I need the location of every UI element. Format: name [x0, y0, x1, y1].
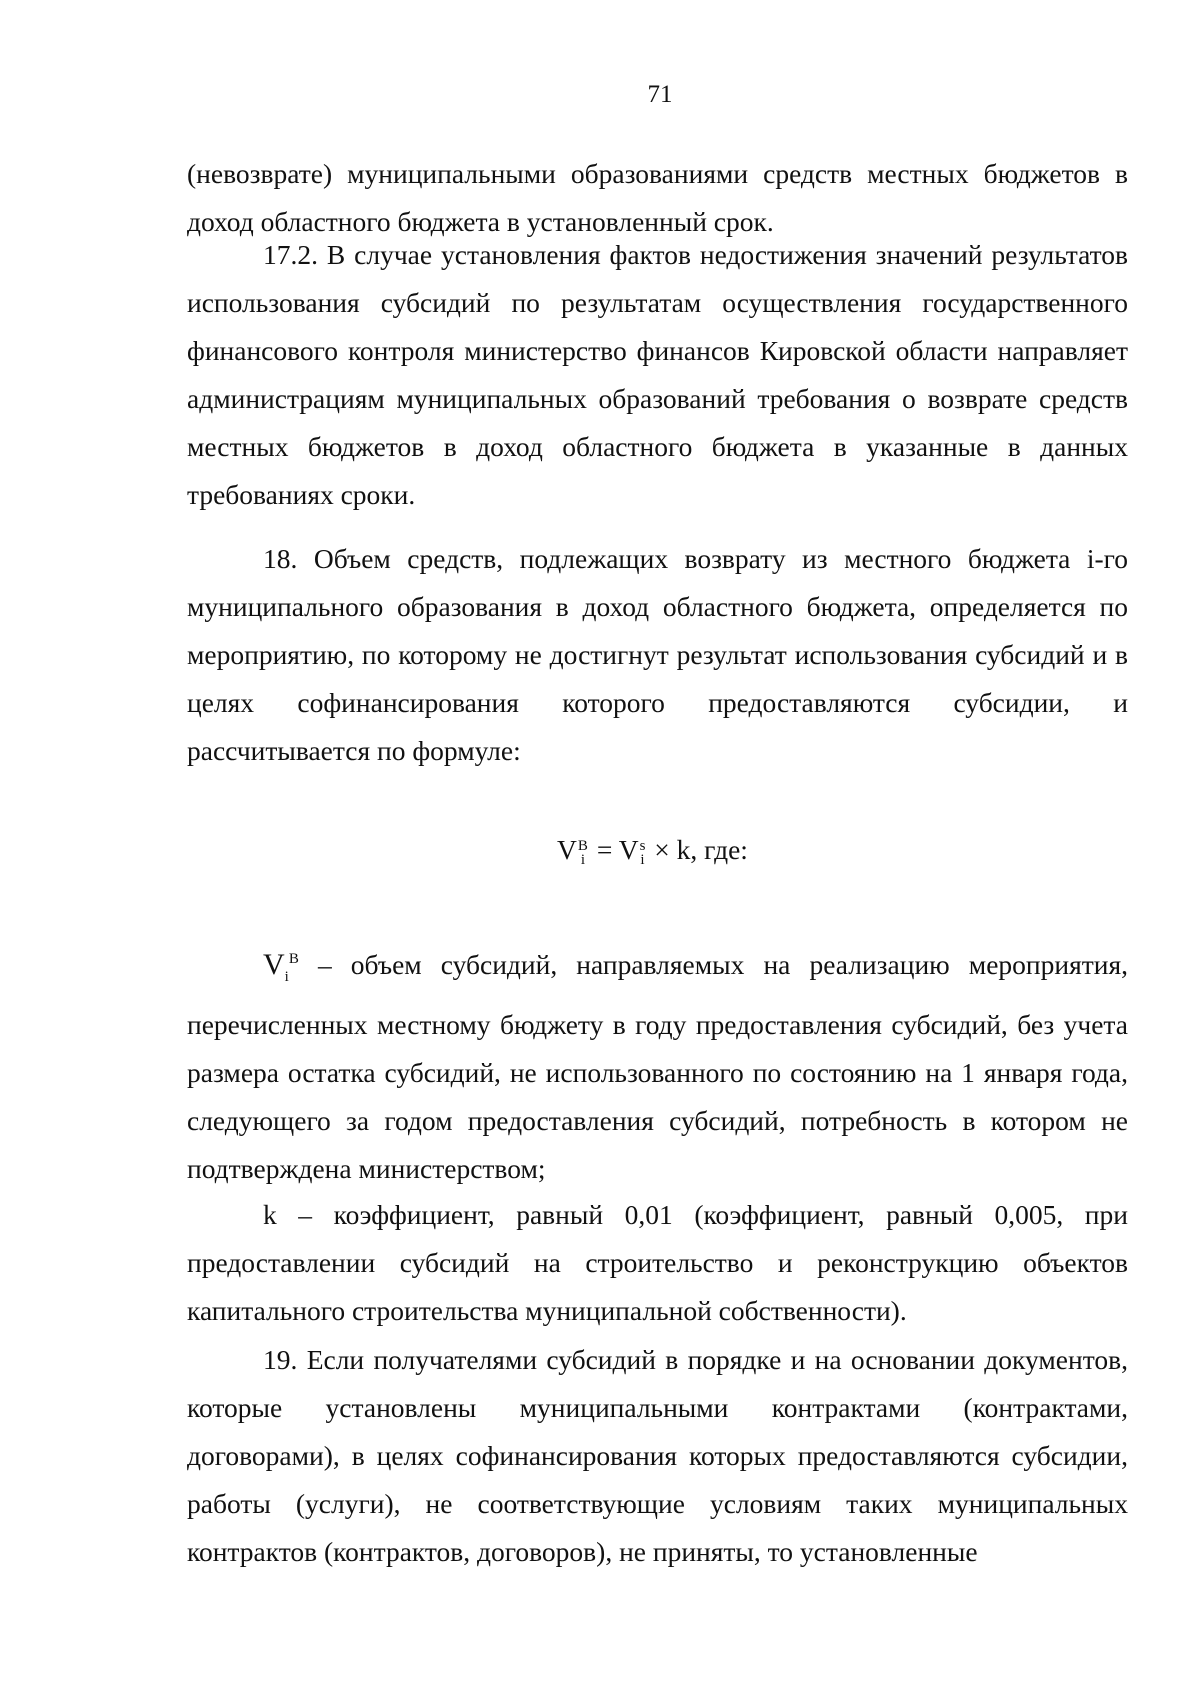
- formula: [0, 830, 1200, 870]
- formula-rhs-sub: i: [640, 851, 645, 868]
- formula-times: × k, где:: [647, 834, 748, 865]
- definition-vib-symbol: [263, 935, 299, 1001]
- formula-rhs-indices: [640, 839, 646, 867]
- paragraph-17-2: 17.2. В случае установления фактов недостижения значений результатов использования субсидий по результатам осуществления государственного финансового контроля министерство финансов Кировской области направляет администрациям муниципальных образований требования о возврате средств местных бюджетов в доход областного бюджета в указанные в данных требованиях сроки.: [187, 239, 1128, 510]
- page-number: 71: [647, 81, 673, 108]
- vib-sup: B: [288, 951, 299, 967]
- definition-k-text: – коэффициент, равный 0,01 (коэффициент, равный 0,005, при предоставлении субсидий на строительство и реконструкцию объектов капитального строительства муниципальной собственности).: [187, 1199, 1128, 1326]
- formula-rhs-base: V: [618, 834, 639, 865]
- formula-rhs-sup: s: [639, 837, 646, 854]
- definition-vib: [187, 935, 1128, 1193]
- formula-lhs-sup: B: [577, 837, 588, 854]
- paragraph-1: (невозврате) муниципальными образованиями средств местных бюджетов в доход областного бюджета в установленный срок.: [187, 158, 1128, 237]
- formula-equals: =: [589, 834, 619, 865]
- vib-base: V: [263, 948, 285, 981]
- formula-lhs-indices: [578, 839, 588, 867]
- definition-vib-text: – объем субсидий, направляемых на реализацию мероприятия, перечисленных местному бюджету в году предоставления субсидий, без учета размера остатка субсидий, не использованного по состоянию на 1 января года, следующего за годом предоставления субсидий, потребность в котором не подтверждена министерством;: [187, 949, 1128, 1184]
- paragraph-18: 18. Объем средств, подлежащих возврату из местного бюджета i-го муниципального образования в доход областного бюджета, определяется по мероприятию, по которому не достигнут результат использования субсидий и в целях софинансирования которого предоставляются субсидии, и рассчитывается по формуле:: [187, 543, 1128, 766]
- definition-k: [187, 1191, 1128, 1335]
- formula-lhs-sub: i: [580, 851, 586, 868]
- formula-lhs-base: V: [557, 834, 577, 865]
- definition-k-symbol: k: [263, 1199, 277, 1230]
- paragraph-19: 19. Если получателями субсидий в порядке и на основании документов, которые установлены муниципальными контрактами (контрактами, договорами), в целях софинансирования которых предоставляются субсидии, работы (услуги), не соответствующие условиям таких муниципальных контрактов (контрактов, договоров), не приняты, то установленные: [187, 1344, 1128, 1567]
- vib-sub: i: [284, 969, 289, 985]
